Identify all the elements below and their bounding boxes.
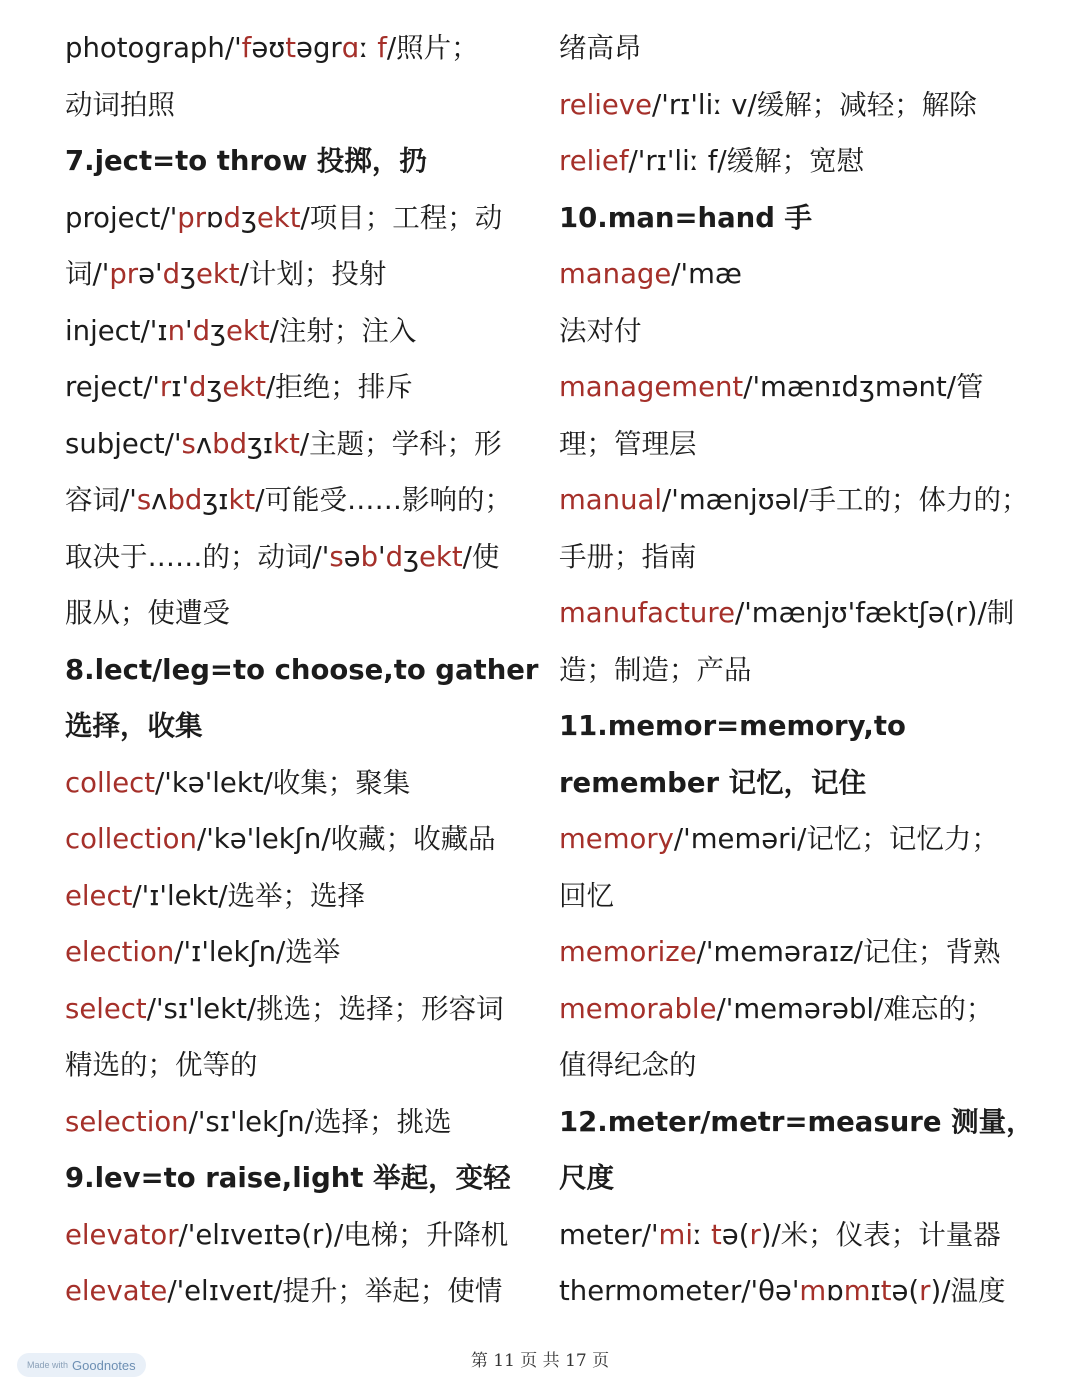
text-segment: ʒɪ [247,427,274,460]
vocab-line [559,529,1039,586]
text-segment: ɒ [206,201,224,234]
text-segment: əgr [296,32,342,64]
text-segment: /主题；学科；形 [299,427,502,460]
text-segment: /拒绝；排斥 [266,371,413,403]
text-segment: ' [378,540,386,573]
vocab-line [65,77,535,134]
text-segment: /项目；工程；动 [300,201,503,234]
text-segment: ʌ [151,484,168,516]
highlighted-segment: kt [273,427,300,460]
vocab-line [559,1037,1039,1094]
section-heading [65,642,539,699]
vocab-line [65,416,535,473]
text-segment: /'mænjʊ'fæktʃə(r)/制 [734,597,1015,629]
vocab-line [559,585,1039,642]
text-segment: /'meməraɪz/记住；背熟 [696,936,1001,968]
text-segment: 理；管理层 [559,427,697,460]
vocab-line [559,303,1039,360]
text-segment: 11.memor=memory,to [559,710,906,742]
text-segment: 值得纪念的 [559,1049,697,1081]
highlighted-segment: collect [65,766,156,799]
highlighted-segment: manufacture [559,597,735,629]
section-heading [559,1094,1039,1151]
vocab-line [65,20,535,77]
text-segment: ʒ [206,371,223,403]
highlighted-segment: t [880,1275,892,1307]
vocab-line [65,924,535,981]
highlighted-segment: memorize [559,936,697,968]
vocab-line [559,924,1039,981]
vocab-line [559,359,1039,416]
section-heading [65,1150,535,1207]
highlighted-segment: r [159,371,172,403]
text-segment: inject/'ɪ [65,314,168,347]
highlighted-segment: elect [65,879,133,912]
highlighted-segment: collection [65,823,197,855]
highlighted-segment: relief [559,145,629,177]
vocab-line [559,416,1039,473]
highlighted-segment: election [65,936,175,968]
text-segment: ʌ [195,427,213,460]
highlighted-segment: manual [559,484,662,516]
vocab-line [65,472,535,529]
vocab-line [559,1207,1039,1264]
text-segment: /'sɪ'lekt/挑选；选择；形容词 [146,992,504,1025]
highlighted-segment: bd [167,484,203,516]
text-segment: reject/' [65,371,160,403]
vocab-line [559,133,1039,190]
faded-overlay [748,258,1048,294]
text-segment: /'kə'lekʃn/收藏；收藏品 [196,823,496,855]
text-segment: 造；制造；产品 [559,653,752,686]
text-segment: 取决于……的；动词/' [65,540,330,573]
highlighted-segment: elevator [65,1218,179,1251]
highlighted-segment: d [385,540,404,573]
text-segment: /照片； [386,32,479,64]
highlighted-segment: select [65,992,147,1025]
vocab-line [65,585,535,642]
text-segment: ə [343,540,361,573]
text-segment: 容词/' [65,484,137,516]
text-segment: /计划；投射 [239,258,387,290]
text-segment: ɒ [826,1275,844,1307]
text-segment: ʒ [210,314,226,347]
text-segment: 7.ject=to throw 投掷，扔 [65,145,427,177]
vocab-line [65,811,535,868]
section-heading [559,190,1039,247]
text-segment: əʊ [251,32,286,64]
text-segment: /'rɪ'liː f/缓解；宽慰 [628,145,865,177]
text-segment: 8.lect/leg=to choose,to gather [65,653,539,686]
vocab-line [65,1207,535,1264]
text-segment: /使 [462,540,500,573]
text-segment: 法对付 [559,314,642,347]
text-segment: /'ɪ'lekʃn/选举 [174,936,341,968]
text-segment: 选择，收集 [65,710,203,742]
highlighted-segment: f [241,32,252,64]
text-segment: 10.man=hand 手 [559,201,813,234]
page-number: 第 11 页 共 17 页 [470,1351,610,1371]
vocab-line [559,472,1039,529]
highlighted-segment: r [749,1218,761,1251]
text-segment: thermometer/'θə' [559,1275,800,1307]
highlighted-segment: f [377,32,387,64]
vocab-line [559,642,1039,699]
highlighted-segment: relieve [559,88,653,121]
text-segment: ɪ' [171,371,190,403]
vocab-line [65,303,535,360]
text-segment: ə' [138,258,163,290]
text-segment: project/' [65,201,178,234]
highlighted-segment: s [329,540,344,573]
highlighted-segment: mi [658,1218,693,1251]
vocab-line [559,981,1039,1038]
highlighted-segment: ekt [195,258,240,290]
text-segment: 手册；指南 [559,540,697,573]
text-segment: meter/' [559,1218,659,1251]
text-segment: )/温度 [930,1275,1006,1307]
badge-brand: Goodnotes [72,1357,136,1373]
highlighted-segment: t [285,32,297,64]
text-segment: /'mæ [671,258,742,290]
text-segment: 绪高昂 [559,32,642,64]
highlighted-segment: pr [177,201,207,234]
text-segment: /'ɪ'lekt/选举；选择 [132,879,366,912]
vocab-line [65,1263,535,1320]
vocab-line [559,868,1039,925]
vocab-line [559,77,1039,134]
text-segment: 12.meter/metr=measure 测量， [559,1105,1034,1138]
text-segment: photograph/' [65,32,242,64]
highlighted-segment: m [843,1275,871,1307]
text-segment: subject/' [65,427,182,460]
text-segment: /'kə'lekt/收集；聚集 [155,766,411,799]
highlighted-segment: kt [228,484,256,516]
highlighted-segment: s [181,427,196,460]
text-segment: 尺度 [559,1162,614,1194]
text-segment: ʒ [403,540,419,573]
text-segment: ' [185,314,193,347]
section-heading [559,1150,1039,1207]
text-segment: ʒɪ [202,484,229,516]
highlighted-segment: t [711,1218,722,1251]
text-segment: 动词拍照 [65,88,175,121]
highlighted-segment: n [167,314,186,347]
text-segment: /可能受……影响的； [255,484,512,516]
highlighted-segment: bd [212,427,248,460]
vocab-line [65,359,535,416]
highlighted-segment: ɑ [341,32,360,64]
text-segment: /'mænjʊəl/手工的；体力的； [662,484,1029,516]
highlighted-segment: ekt [418,540,463,573]
text-segment: /注射；注入 [269,314,417,347]
text-segment: ʒ [240,201,257,234]
vocab-line [65,1037,535,1094]
highlighted-segment: b [360,540,379,573]
badge-prefix: Made with [27,1360,69,1370]
right-column [559,20,1039,1320]
vocab-line [65,755,535,812]
text-segment: /'memərəbl/难忘的； [716,992,994,1025]
text-segment: /'elɪveɪt/提升；举起；使情 [167,1275,503,1307]
text-segment: remember 记忆，记住 [559,766,867,799]
text-segment: 精选的；优等的 [65,1049,258,1081]
section-heading [65,133,535,190]
vocab-line [65,190,535,247]
highlighted-segment: m [799,1275,827,1307]
vocab-line [65,246,535,303]
text-segment: 服从；使遭受 [65,597,230,629]
goodnotes-badge[interactable] [17,1353,146,1377]
text-segment: 词/' [65,258,110,290]
section-heading [559,698,1039,755]
text-segment: ː [692,1218,711,1251]
highlighted-segment: memory [559,823,674,855]
highlighted-segment: d [223,201,241,234]
text-segment: ə( [721,1218,750,1251]
vocab-line [559,811,1039,868]
text-segment: ʒ [180,258,196,290]
vocab-line [65,868,535,925]
text-segment: 9.lev=to raise,light 举起，变轻 [65,1162,511,1194]
text-segment: ː [359,32,378,64]
section-heading [65,698,535,755]
highlighted-segment: ekt [256,201,301,234]
highlighted-segment: elevate [65,1275,168,1307]
text-segment: )/米；仪表；计量器 [760,1218,1001,1251]
highlighted-segment: d [189,371,207,403]
highlighted-segment: d [162,258,181,290]
text-segment: /'rɪ'liː v/缓解；减轻；解除 [652,88,977,121]
vocab-line [65,529,535,586]
vocab-line [559,20,1039,77]
section-heading [559,755,1039,812]
highlighted-segment: d [192,314,211,347]
highlighted-segment: pr [109,258,139,290]
vocab-line [65,1094,535,1151]
text-segment: ɪ [870,1275,881,1307]
highlighted-segment: ekt [225,314,270,347]
highlighted-segment: manage [559,258,672,290]
left-column [65,20,539,1320]
text-segment: /'mænɪdʒmənt/管 [743,371,984,403]
vocab-line [559,1263,1039,1320]
vocab-line [65,981,535,1038]
highlighted-segment: s [136,484,152,516]
highlighted-segment: r [919,1275,931,1307]
highlighted-segment: management [559,371,744,403]
text-segment: ə( [891,1275,920,1307]
text-segment: /'meməri/记忆；记忆力； [673,823,999,855]
text-segment: /'sɪ'lekʃn/选择；挑选 [188,1105,452,1138]
highlighted-segment: memorable [559,992,717,1025]
highlighted-segment: selection [65,1105,189,1138]
text-segment: /'elɪveɪtə(r)/电梯；升降机 [178,1218,509,1251]
highlighted-segment: ekt [222,371,267,403]
text-segment: 回忆 [559,879,614,912]
